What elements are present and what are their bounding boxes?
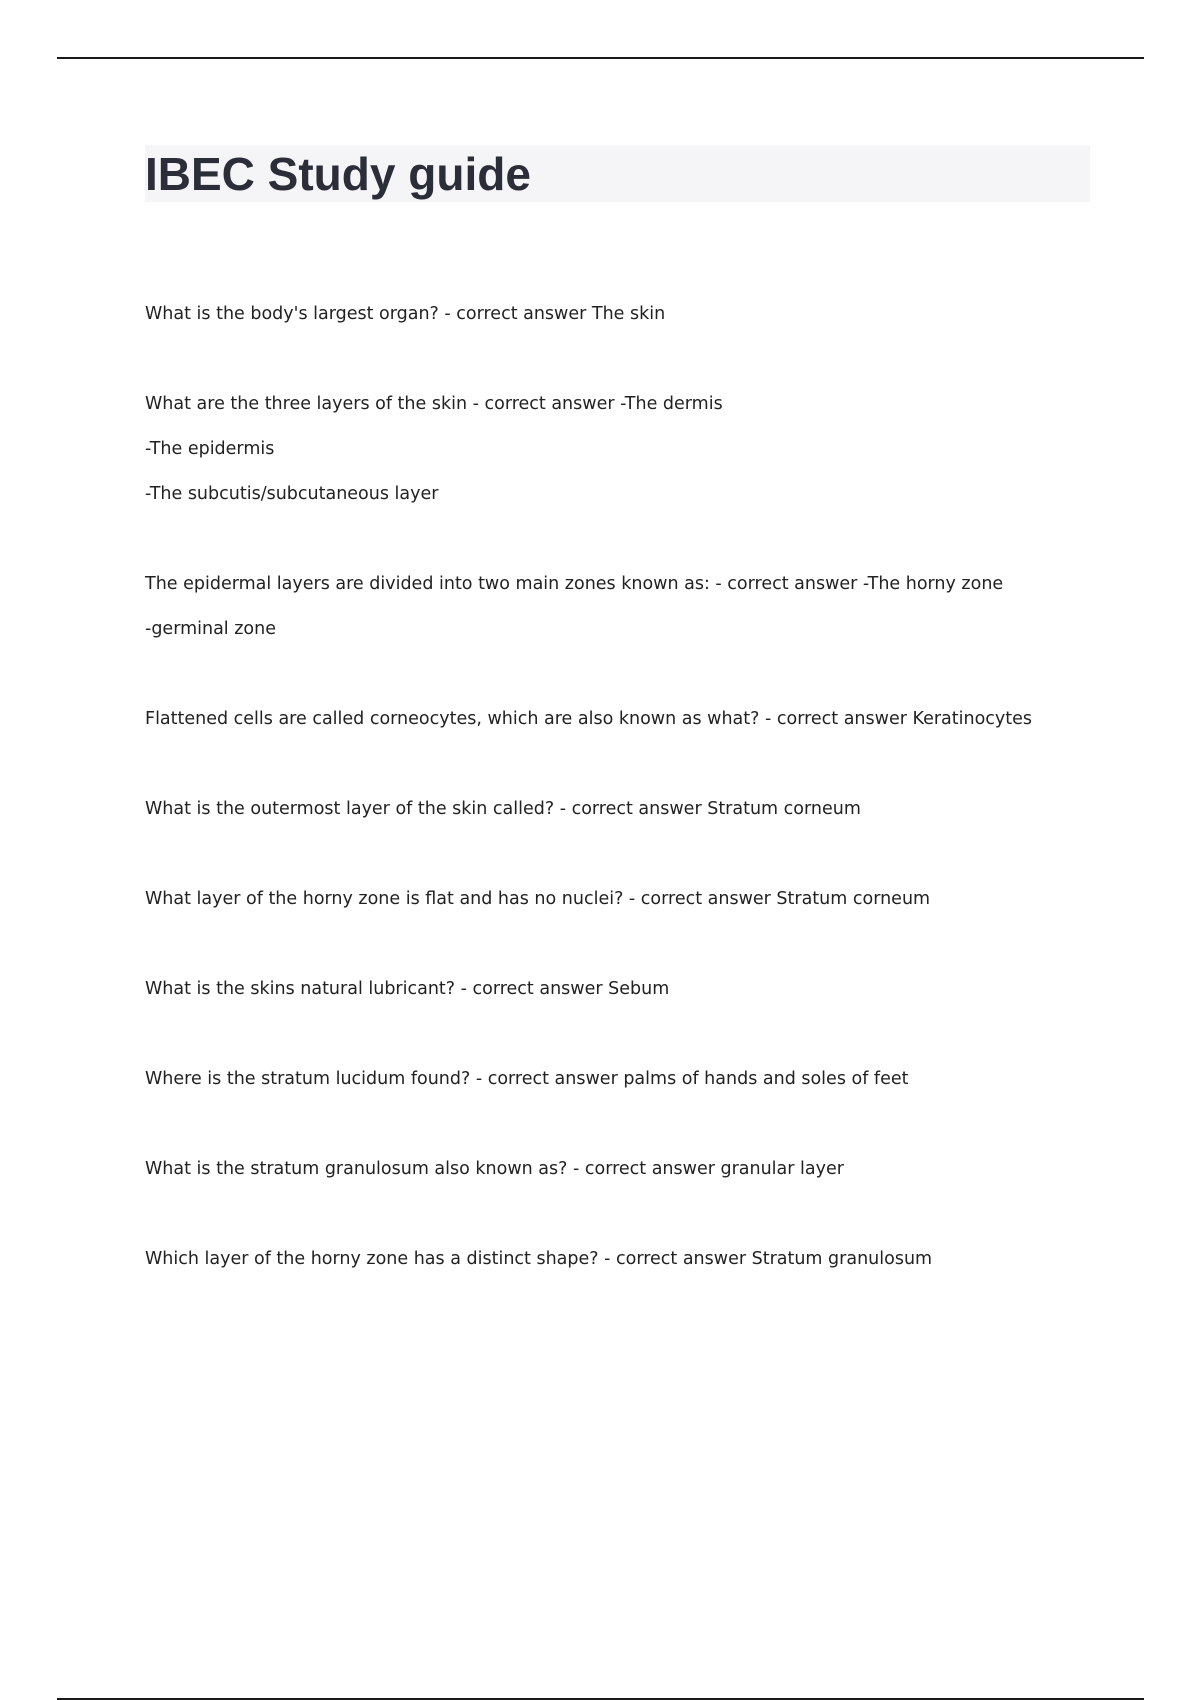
qa-line: Flattened cells are called corneocytes, which are also known as what? - correct answer Keratinocytes xyxy=(145,709,1033,729)
qa-line: What is the body's largest organ? - correct answer The skin xyxy=(145,304,666,324)
qa-line: What is the skins natural lubricant? - correct answer Sebum xyxy=(145,979,670,999)
qa-line: -The epidermis xyxy=(145,439,275,459)
qa-line: What is the outermost layer of the skin called? - correct answer Stratum corneum xyxy=(145,799,861,819)
qa-item xyxy=(145,1057,1105,1102)
qa-item xyxy=(145,562,1105,652)
qa-item xyxy=(145,877,1105,922)
qa-line: Which layer of the horny zone has a distinct shape? - correct answer Stratum granulosum xyxy=(145,1249,933,1269)
qa-line: What layer of the horny zone is flat and has no nuclei? - correct answer Stratum corneum xyxy=(145,889,931,909)
qa-line: What are the three layers of the skin - correct answer -The dermis xyxy=(145,394,723,414)
qa-line: What is the stratum granulosum also known as? - correct answer granular layer xyxy=(145,1159,844,1179)
qa-item xyxy=(145,1147,1105,1192)
qa-line: -germinal zone xyxy=(145,619,276,639)
qa-list xyxy=(145,292,1105,1327)
qa-line: Where is the stratum lucidum found? - correct answer palms of hands and soles of feet xyxy=(145,1069,909,1089)
qa-item xyxy=(145,382,1105,517)
qa-item xyxy=(145,292,1105,337)
header-rule xyxy=(57,57,1144,59)
qa-line: -The subcutis/subcutaneous layer xyxy=(145,484,439,504)
qa-item xyxy=(145,787,1105,832)
qa-item xyxy=(145,967,1105,1012)
qa-item xyxy=(145,1237,1105,1282)
qa-line: The epidermal layers are divided into two main zones known as: - correct answer -The horny zone xyxy=(145,574,1004,594)
document-title: IBEC Study guide xyxy=(145,148,531,200)
qa-item xyxy=(145,697,1105,742)
